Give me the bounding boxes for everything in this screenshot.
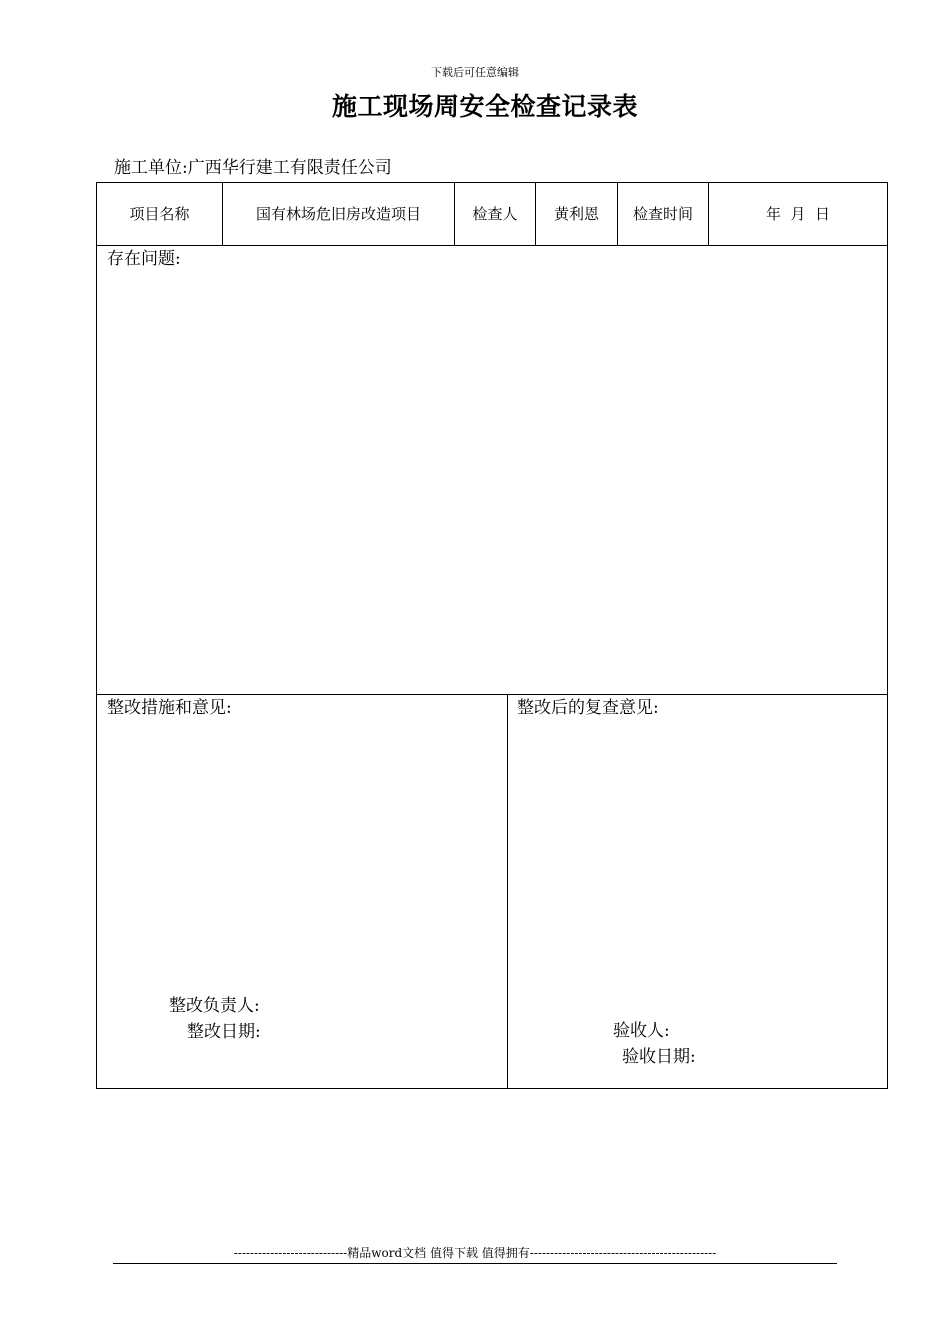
rectification-responsible-label: 整改负责人: [169,996,260,1016]
divider [97,694,887,695]
problems-label: 存在问题: [107,249,181,269]
inspection-time-value: 年 月 日 [765,205,831,223]
rectification-label: 整改措施和意见: [107,698,232,718]
footer-text: ----------------------------精品word文档 值得下载 值得拥有---------------------------------------------- [233,1246,717,1260]
top-note: 下载后可任意编辑 [431,66,519,79]
divider [507,694,508,1088]
acceptance-date-label: 验收日期: [622,1047,696,1067]
inspection-form-table [96,182,888,1089]
acceptor-label: 验收人: [613,1021,670,1041]
page-title: 施工现场周安全检查记录表 [331,92,638,121]
inspector-value: 黄利恩 [553,205,599,223]
footer-rule [113,1263,837,1264]
project-name-label: 项目名称 [129,205,190,223]
project-name-value: 国有林场危旧房改造项目 [255,205,421,223]
review-label: 整改后的复查意见: [517,698,659,718]
rectification-date-label: 整改日期: [187,1022,261,1042]
inspector-label: 检查人 [472,205,518,223]
divider [97,245,887,246]
inspection-time-label: 检查时间 [632,205,693,223]
construction-unit: 施工单位:广西华行建工有限责任公司 [114,158,392,178]
